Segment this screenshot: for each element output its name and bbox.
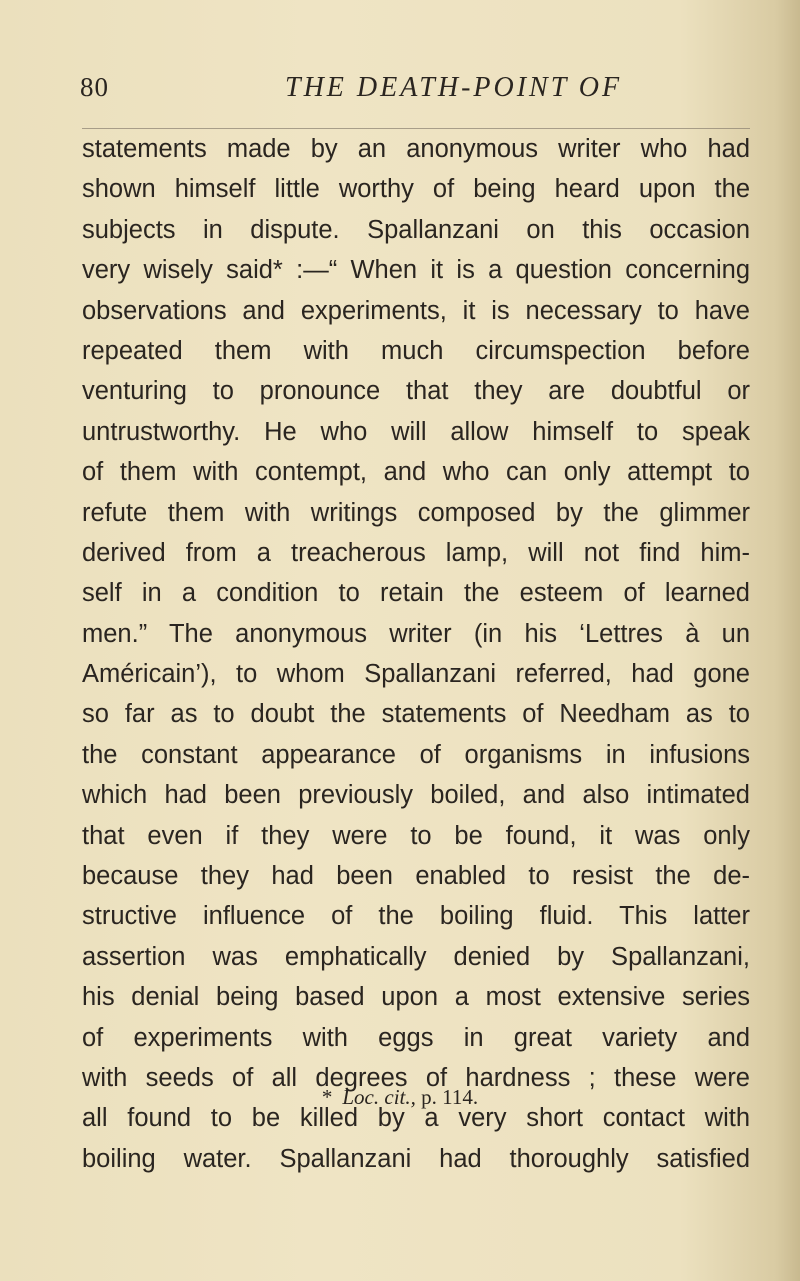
text-line: boiling water. Spallanzani had thoroughly satisfied xyxy=(82,1144,750,1173)
text-line: Américain’), to whom Spallanzani referred, had gone xyxy=(82,660,750,689)
running-title: THE DEATH-POINT OF xyxy=(285,72,623,103)
footnote-page-ref: p. 114. xyxy=(415,1085,479,1109)
text-line: all found to be killed by a very short contact with xyxy=(82,1104,750,1133)
text-line: his denial being based upon a most extensive series xyxy=(82,983,750,1012)
footnote xyxy=(0,1085,800,1110)
text-line: subjects in dispute. Spallanzani on this occasion xyxy=(82,215,750,244)
text-line: derived from a treacherous lamp, will not find him- xyxy=(82,538,750,567)
text-line: repeated them with much circumspection before xyxy=(82,336,750,365)
text-line: men.” The anonymous writer (in his ‘Lettres à un xyxy=(82,619,750,648)
text-line: statements made by an anonymous writer who had xyxy=(82,135,750,163)
text-line: untrustworthy. He who will allow himself to speak xyxy=(82,417,750,446)
text-line: which had been previously boiled, and also intimated xyxy=(82,781,750,810)
running-head xyxy=(80,72,760,112)
text-line: shown himself little worthy of being heard upon the xyxy=(82,175,750,204)
text-line: with seeds of all degrees of hardness ; these were xyxy=(82,1063,750,1092)
text-line: very wisely said* :—“ When it is a question concerning xyxy=(82,256,750,285)
footnote-mark: * xyxy=(321,1085,333,1109)
text-line: observations and experiments, it is necessary to have xyxy=(82,296,750,325)
footnote-citation: Loc. cit., xyxy=(342,1085,416,1109)
text-line: because they had been enabled to resist the de- xyxy=(82,862,750,891)
text-line: so far as to doubt the statements of Needham as to xyxy=(82,700,750,729)
text-line: of experiments with eggs in great variety and xyxy=(82,1023,750,1052)
text-line: assertion was emphatically denied by Spallanzani, xyxy=(82,942,750,971)
text-line: the constant appearance of organisms in infusions xyxy=(82,740,750,769)
page-number: 80 xyxy=(80,72,109,102)
text-line: self in a condition to retain the esteem of learned xyxy=(82,579,750,608)
text-line: venturing to pronounce that they are doubtful or xyxy=(82,377,750,406)
body-paragraph xyxy=(82,129,750,1179)
text-line: structive influence of the boiling fluid. This latter xyxy=(82,902,750,931)
text-line: that even if they were to be found, it was only xyxy=(82,821,750,850)
text-line: of them with contempt, and who can only attempt to xyxy=(82,458,750,487)
text-line: refute them with writings composed by the glimmer xyxy=(82,498,750,527)
